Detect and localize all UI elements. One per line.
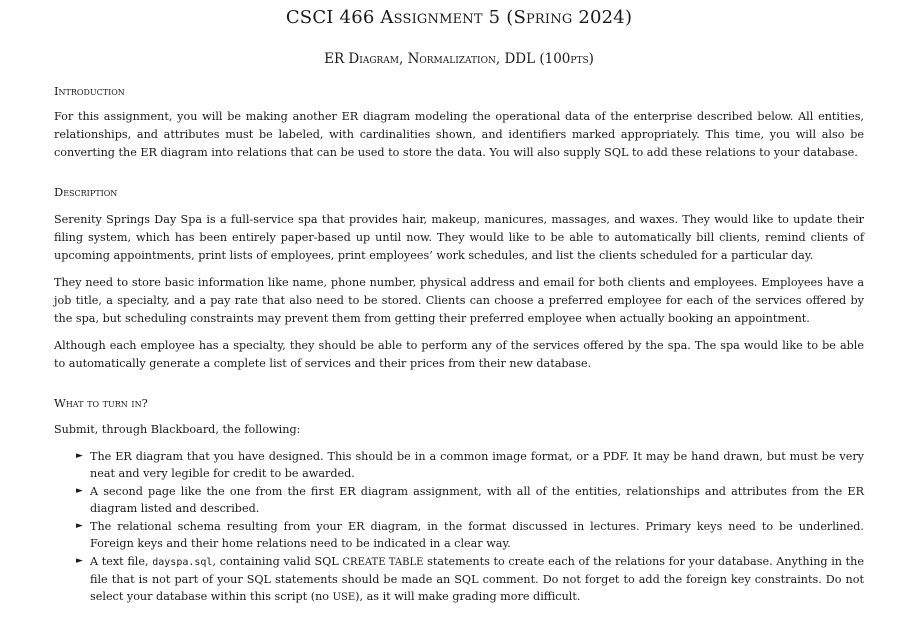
list-item	[76, 448, 864, 482]
description-heading: Description	[54, 185, 118, 199]
deliverables-list	[76, 448, 864, 607]
list-item-text: A second page like the one from the first ER diagram assignment, with all of the entities, relationships and attributes from the ER diagram listed and described.	[90, 485, 864, 515]
turn-in-intro: Submit, through Blackboard, the following:	[54, 423, 301, 436]
list-item-text-part: statements to create each of the relations for your database. Anything in the file that is not part of your SQL statements should be made an SQL comment. Do not forget to add the foreign key constraints. Do not select your database within this script (no	[90, 555, 865, 603]
list-item-text-part: ), as it will make grading more difficult.	[355, 590, 581, 603]
page-title: CSCI 466 Assignment 5 (Spring 2024)	[285, 7, 633, 28]
bullet-arrow-icon: ►	[76, 486, 83, 496]
turn-in-heading: What to turn in?	[54, 396, 148, 410]
introduction-heading: Introduction	[54, 84, 125, 98]
list-item-text-part: , containing valid SQL	[212, 555, 343, 568]
bullet-arrow-icon: ►	[76, 521, 83, 531]
list-item-text: The ER diagram that you have designed. This should be in a common image format, or a PDF. It may be hand drawn, but must be very neat and very legible for credit to be awarded.	[90, 450, 864, 480]
list-item-text-part: A text file,	[90, 555, 153, 568]
description-paragraph-1: Serenity Springs Day Spa is a full-service spa that provides hair, makeup, manicures, massages, and waxes. They would like to update their filing system, which has been entirely paper-based up until now. They would like to be able to automatically bill clients, remind clients of upcoming appointments, print lists of employees, print employees’ work schedules, and list the clients scheduled for a particular day.	[54, 213, 864, 262]
bullet-arrow-icon: ►	[76, 451, 83, 461]
sql-use-keyword: USE	[332, 592, 356, 603]
list-item-text: The relational schema resulting from your ER diagram, in the format discussed in lectures. Primary keys need to be underlined. Foreign keys and their home relations need to be indicated in a clear way.	[90, 520, 864, 550]
description-paragraph-2: They need to store basic information like name, phone number, physical address and email for both clients and employees. Employees have a job title, a specialty, and a pay rate that also need to be stored. Clients can choose a preferred employee for each of the services offered by the spa, but scheduling constraints may prevent them from getting their preferred employee when actually booking an appointment.	[54, 276, 864, 325]
sql-keyword: CREATE TABLE	[342, 557, 424, 568]
bullet-arrow-icon: ►	[76, 556, 83, 566]
sql-filename: dayspa.sql	[152, 557, 213, 568]
list-item	[76, 518, 864, 552]
list-item	[76, 553, 864, 606]
page-subtitle: ER Diagram, Normalization, DDL (100pts)	[324, 51, 594, 67]
description-paragraph-3: Although each employee has a specialty, they should be able to perform any of the services offered by the spa. The spa would like to be able to automatically generate a complete list of services and their prices from their new database.	[54, 339, 864, 370]
introduction-paragraph: For this assignment, you will be making another ER diagram modeling the operational data of the enterprise described below. All entities, relationships, and attributes must be labeled, with cardinalities shown, and identifiers marked appropriately. This time, you will also be converting the ER diagram into relations that can be used to store the data. You will also supply SQL to add these relations to your database.	[54, 110, 864, 159]
list-item	[76, 483, 864, 517]
